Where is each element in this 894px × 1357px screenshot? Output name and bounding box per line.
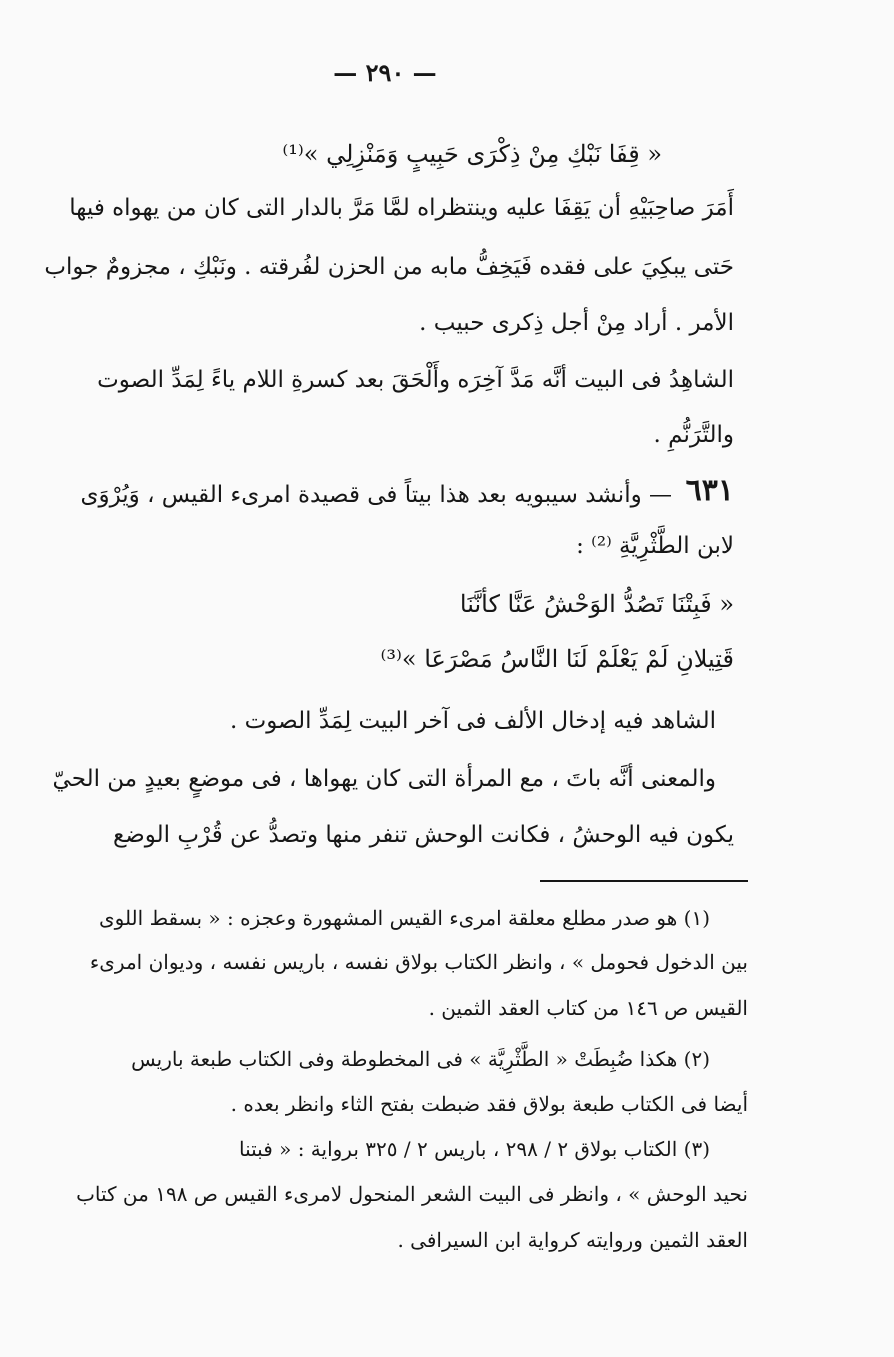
footnote-line: القيس ص ١٤٦ من كتاب العقد الثمين . bbox=[428, 996, 748, 1020]
verse-line: « قِفَا نَبْكِ مِنْ ذِكْرَى حَبِيبٍ وَمَنْزِلِي »⁽¹⁾ bbox=[282, 140, 662, 168]
paragraph-line: الأمر . أراد مِنْ أجل ذِكرى حبيب . bbox=[419, 310, 734, 336]
page-number: — ٢٩٠ — bbox=[333, 58, 437, 87]
paragraph-line: الشاهد فيه إدخال الألف فى آخر البيت لِمَدِّ الصوت . bbox=[230, 708, 716, 734]
paragraph-line: الشاهِدُ فى البيت أنَّه مَدَّ آخِرَه وأَلْحَقَ بعد كسرةِ اللام ياءً لِمَدِّ الصوت bbox=[97, 367, 734, 393]
paragraph-line: يكون فيه الوحشُ ، فكانت الوحش تنفر منها وتصدُّ عن قُرْبِ الوضع bbox=[113, 822, 734, 848]
footnote-line: (٢) هكذا ضُبِطَتْ « الطَّثْرِيَّة » فى المخطوطة وفى الكتاب طبعة باريس bbox=[131, 1047, 710, 1071]
paragraph-line: — وأنشد سيبويه بعد هذا بيتاً فى قصيدة امرىء القيس ، وَيُرْوَى bbox=[80, 482, 672, 508]
paragraph-line: حَتى يبكِيَ على فقده فَيَخِفُّ مابه من الحزن لفُرقته . ونَبْكِ ، مجزومٌ جواب bbox=[44, 254, 734, 280]
verse-line: « فَبِتْنَا تَصُدُّ الوَحْشُ عَنَّا كأنَّنَا bbox=[459, 590, 734, 618]
footnote-line: بين الدخول فحومل » ، وانظر الكتاب بولاق نفسه ، باريس نفسه ، وديوان امرىء bbox=[89, 950, 748, 974]
footnote-line: نحيد الوحش » ، وانظر فى البيت الشعر المنحول لامرىء القيس ص ١٩٨ من كتاب bbox=[76, 1182, 748, 1206]
paragraph-line: والتَّرَنُّمِ . bbox=[653, 422, 734, 448]
entry-number: ٦٣١ bbox=[685, 473, 734, 508]
paragraph-line: لابن الطَّثْرِيَّةِ ⁽²⁾ : bbox=[576, 533, 734, 559]
footnote-line: (١) هو صدر مطلع معلقة امرىء القيس المشهورة وعجزه : « بسقط اللوى bbox=[98, 906, 710, 930]
footnote-line: (٣) الكتاب بولاق ٢ / ٢٩٨ ، باريس ٢ / ٣٢٥ برواية : « فبتنا bbox=[239, 1137, 710, 1161]
footnote-line: العقد الثمين وروايته كرواية ابن السيرافى . bbox=[397, 1228, 748, 1252]
paragraph-line: أَمَرَ صاحِبَيْهِ أن يَقِفَا عليه وينتظراه لمَّا مَرَّ بالدار التى كان من يهواه فيها bbox=[69, 195, 734, 221]
footnote-line: أيضا فى الكتاب طبعة بولاق فقد ضبطت بفتح الثاء وانظر بعده . bbox=[230, 1092, 748, 1116]
verse-line: قَتِيلانِ لَمْ يَعْلَمْ لَنَا النَّاسُ مَصْرَعَا »⁽³⁾ bbox=[380, 645, 734, 673]
footnote-divider bbox=[540, 880, 748, 882]
paragraph-line: والمعنى أنَّه باتَ ، مع المرأة التى كان يهواها ، فى موضعٍ بعيدٍ من الحيّ bbox=[52, 766, 716, 792]
